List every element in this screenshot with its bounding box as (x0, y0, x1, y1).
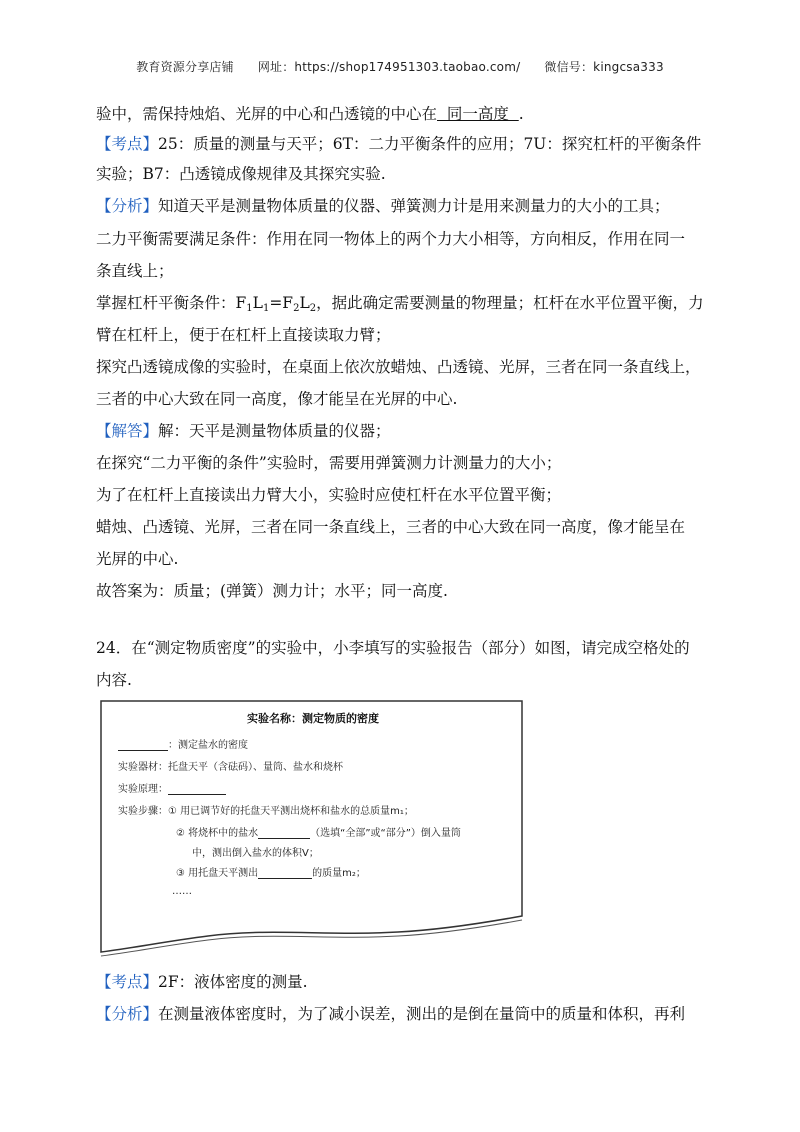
answer-line (96, 104, 524, 124)
kaodian-tag: 【考点】 (96, 973, 159, 991)
jieda-line-3: 为了在杠杆上直接读出力臂大小，实验时应使杠杆在水平位置平衡； (96, 486, 562, 504)
fenxi-line-3: 条直线上； (96, 262, 174, 280)
text-span: （选填“全部”或“部分”）倒入量筒 (310, 828, 461, 839)
fenxi-line-1 (96, 196, 670, 216)
fenxi-line-5: 臂在杠杆上，便于在杠杆上直接读取力臂； (96, 326, 391, 344)
blank-principle (168, 794, 226, 795)
jieda-line-1 (96, 421, 391, 441)
page-header (0, 58, 800, 75)
text-span: . (518, 105, 524, 123)
blank-step2 (258, 838, 310, 839)
kaodian-line-2: 实验；B7：凸透镜成像规律及其探究实验. (96, 165, 386, 183)
jieda-line-2: 在探究“二力平衡的条件”实验时，需要用弹簧测力计测量力的大小； (96, 454, 562, 472)
report-title: 实验名称：测定物质的密度 (247, 712, 379, 725)
question-24-line-2: 内容. (96, 671, 132, 689)
kaodian-line-1 (96, 134, 701, 154)
text-span: ：测定盐水的密度 (168, 740, 248, 751)
report-row-step1: 实验步骤：① 用已调节好的托盘天平测出烧杯和盐水的总质量m₁； (118, 806, 414, 817)
text-span: L (299, 294, 310, 312)
text-span: 2F：液体密度的测量. (158, 973, 308, 991)
blank-step3 (258, 878, 312, 879)
text-span: =F (269, 294, 294, 312)
text-span: ③ 用托盘天平测出 (176, 868, 259, 879)
jieda-tag: 【解答】 (96, 422, 159, 440)
report-row-step2 (176, 824, 461, 839)
subscript: 2 (309, 303, 317, 314)
report-row-principle (118, 780, 226, 795)
kaodian-2-line (96, 972, 308, 992)
text-span: ，据此确定需要测量的物理量；杠杆在水平位置平衡，力 (316, 294, 704, 312)
kaodian-tag: 【考点】 (96, 135, 159, 153)
jieda-line-5: 光屏的中心. (96, 550, 179, 568)
fenxi-tag: 【分析】 (96, 1005, 159, 1023)
text-span: 在测量液体密度时，为了减小误差，测出的是倒在量筒中的质量和体积，再利 (158, 1005, 686, 1023)
report-row-purpose (118, 736, 248, 751)
wechat-id: 微信号：kingcsa333 (544, 60, 664, 74)
jieda-line-6: 故答案为：质量；(弹簧）测力计；水平；同一高度. (96, 582, 448, 600)
fenxi-line-6: 探究凸透镜成像的实验时，在桌面上依次放蜡烛、凸透镜、光屏，三者在同一条直线上， (96, 358, 701, 376)
subscript: 1 (246, 303, 253, 314)
subscript: 2 (293, 303, 300, 314)
text-span: L (252, 294, 263, 312)
report-row-step3 (176, 864, 366, 879)
question-24-line-1: 24．在“测定物质密度”的实验中，小李填写的实验报告（部分）如图，请完成空格处的 (96, 639, 690, 657)
report-row-ellipsis: …… (172, 886, 192, 897)
text-span: ② 将烧杯中的盐水 (176, 828, 259, 839)
text-span: 25：质量的测量与天平；6T：二力平衡条件的应用；7U：探究杠杆的平衡条件 (158, 135, 702, 153)
jieda-line-4: 蜡烛、凸透镜、光屏，三者在同一条直线上，三者的中心大致在同一高度，像才能呈在 (96, 518, 686, 536)
text-span: 的质量m₂； (312, 868, 366, 879)
text-span: 实验原理： (118, 784, 168, 795)
report-row-step2-cont: 中，测出倒入盐水的体积V； (192, 848, 319, 859)
subscript: 1 (262, 303, 270, 314)
fenxi-tag: 【分析】 (96, 197, 159, 215)
answer-blank: 同一高度 (437, 105, 519, 123)
report-row-equipment: 实验器材：托盘天平（含砝码）、量筒、盐水和烧杯 (118, 762, 343, 773)
fenxi-line-4 (96, 293, 704, 319)
text-span: 掌握杠杆平衡条件：F (96, 294, 247, 312)
blank-purpose (118, 750, 168, 751)
shop-name: 教育资源分享店铺 (136, 60, 234, 74)
fenxi-2-line (96, 1004, 685, 1024)
text-span: 解：天平是测量物体质量的仪器； (158, 422, 391, 440)
shop-url: 网址：https://shop174951303.taobao.com/ (257, 60, 521, 74)
text-span: 验中，需保持烛焰、光屏的中心和凸透镜的中心在 (96, 105, 438, 123)
text-span: 知道天平是测量物体质量的仪器、弹簧测力计是用来测量力的大小的工具； (158, 197, 670, 215)
fenxi-line-2: 二力平衡需要满足条件：作用在同一物体上的两个力大小相等，方向相反，作用在同一 (96, 230, 686, 248)
fenxi-line-7: 三者的中心大致在同一高度，像才能呈在光屏的中心. (96, 390, 458, 408)
experiment-report-figure (98, 698, 528, 960)
